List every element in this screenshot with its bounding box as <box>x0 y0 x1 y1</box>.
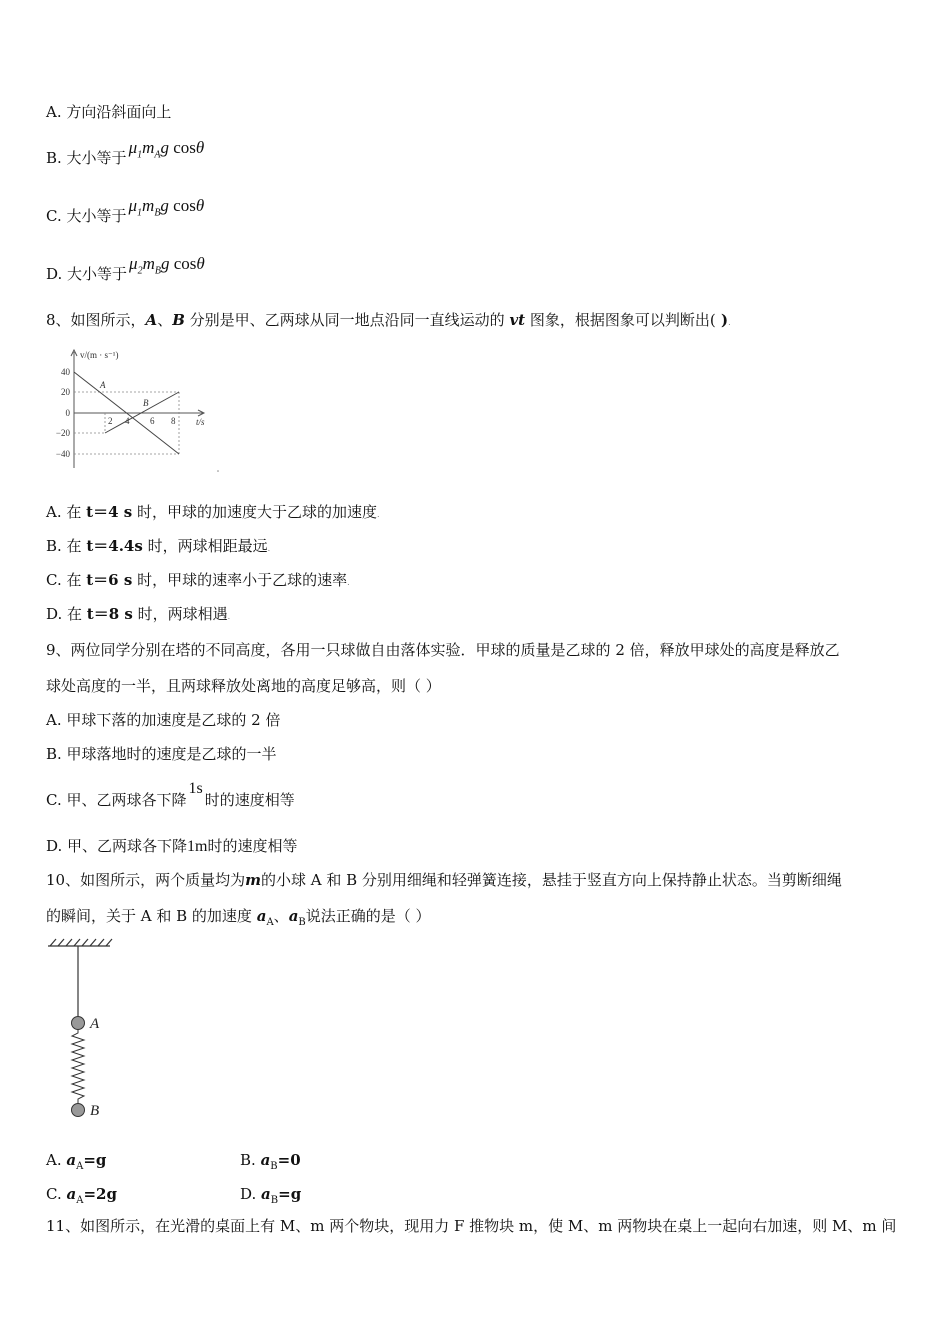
q10-label-b: B <box>90 1103 100 1119</box>
q10-ceiling-hatch <box>66 939 72 946</box>
q8-graph-xlabel: t/s <box>196 417 205 427</box>
q9-stem-line2: 球处高度的一半，且两球释放处离地的高度足够高，则（ ） <box>46 677 441 695</box>
q10-ceiling-hatch <box>90 939 96 946</box>
q8-graph-xtick-8: 8 <box>171 416 176 426</box>
q9-option-a: A. 甲球下落的加速度是乙球的 2 倍 <box>46 711 281 729</box>
q8-graph-ytick-neg20: −20 <box>55 428 70 438</box>
q8-graph-ylabel: v/(m · s⁻¹) <box>80 350 119 360</box>
q8-option-d: D. 在 t＝8 s 时，两球相遇. <box>46 605 231 623</box>
q8-option-a: A. 在 t＝4 s 时，甲球的加速度大于乙球的加速度. <box>46 503 380 521</box>
q8-graph-label-b: B <box>143 398 149 408</box>
q8-graph-xtick-4: 4 <box>125 416 130 426</box>
q9-option-d-value: 1m <box>187 838 208 855</box>
q10-spring-figure <box>44 936 134 1122</box>
q10-ceiling-hatch <box>50 939 56 946</box>
q7-option-b-formula: $\mu_1m_Ag$ cosθ <box>128 138 205 161</box>
q7-option-a: A. 方向沿斜面向上 <box>46 103 172 121</box>
q8-graph-xtick-2: 2 <box>108 416 113 426</box>
q8-stem: 8、如图所示，A、B 分别是甲、乙两球从同一地点沿同一直线运动的 vt 图象，根据图象可以判断出( ). <box>46 311 731 329</box>
q9-stem-line1: 9、两位同学分别在塔的不同高度，各用一只球做自由落体实验．甲球的质量是乙球的 2 倍，释放甲球处的高度是释放乙 <box>46 641 840 659</box>
q9-option-b: B. 甲球落地时的速度是乙球的一半 <box>46 745 277 763</box>
q10-stem-line2: 的瞬间，关于 A 和 B 的加速度 $a_A$、$a_B$说法正确的是（ ） <box>46 907 431 928</box>
q10-ceiling-hatch <box>58 939 64 946</box>
q7-option-b: B. 大小等于$\mu_1m_Ag$ cosθ <box>46 138 205 167</box>
q9-option-d: D. 甲、乙两球各下降1m时的速度相等 <box>46 837 298 855</box>
q8-graph-ytick-neg40: −40 <box>55 449 70 459</box>
q10-ball-b <box>72 1104 85 1117</box>
q10-ball-a <box>72 1017 85 1030</box>
q7-option-c: C. 大小等于$\mu_1m_Bg$ cosθ <box>46 196 205 225</box>
q8-option-c: C. 在 t＝6 s 时，甲球的速率小于乙球的速率. <box>46 571 350 589</box>
q8-graph-xtick-6: 6 <box>150 416 155 426</box>
q10-option-b: B. $a_B=0$ <box>240 1151 301 1172</box>
q10-option-d: D. $a_B=g$ <box>240 1185 302 1206</box>
q8-graph-mark <box>217 470 219 472</box>
q10-stem-line1: 10、如图所示，两个质量均为m的小球 A 和 B 分别用细绳和轻弹簧连接，悬挂于竖直方向上保持静止状态。当剪断细绳 <box>46 871 842 889</box>
q7-option-d: D. 大小等于$\mu_2m_Bg$ cosθ <box>46 254 205 283</box>
q10-ceiling-hatch <box>98 939 104 946</box>
q8-graph-ytick-40: 40 <box>61 367 70 377</box>
q7-option-d-formula: $\mu_2m_Bg$ cosθ <box>129 254 205 277</box>
q8-graph-label-a: A <box>100 380 106 390</box>
q8-graph-ytick-0: 0 <box>65 408 70 418</box>
q10-ceiling-hatch <box>106 939 112 946</box>
q9-option-c-value: 1s <box>188 780 203 797</box>
q10-spring <box>72 1029 84 1104</box>
q8-vt-graph <box>46 346 226 476</box>
q10-label-a: A <box>90 1016 100 1032</box>
q10-ceiling-hatch <box>74 939 80 946</box>
q8-option-b: B. 在 t＝4.4s 时，两球相距最远. <box>46 537 271 555</box>
q10-option-a: A. $a_A=g$ <box>46 1151 107 1172</box>
q9-option-c: C. 甲、乙两球各下降1s时的速度相等 <box>46 780 295 809</box>
q10-ceiling-hatch <box>82 939 88 946</box>
q8-graph-ytick-20: 20 <box>61 387 70 397</box>
q10-option-c: C. $a_A=2g$ <box>46 1185 117 1206</box>
q7-option-c-formula: $\mu_1m_Bg$ cosθ <box>128 196 205 219</box>
q11-stem-line1: 11、如图所示，在光滑的桌面上有 M、m 两个物块，现用力 F 推物块 m，使 M、m 两物块在桌上一起向右加速，则 M、m 间 <box>46 1217 897 1235</box>
